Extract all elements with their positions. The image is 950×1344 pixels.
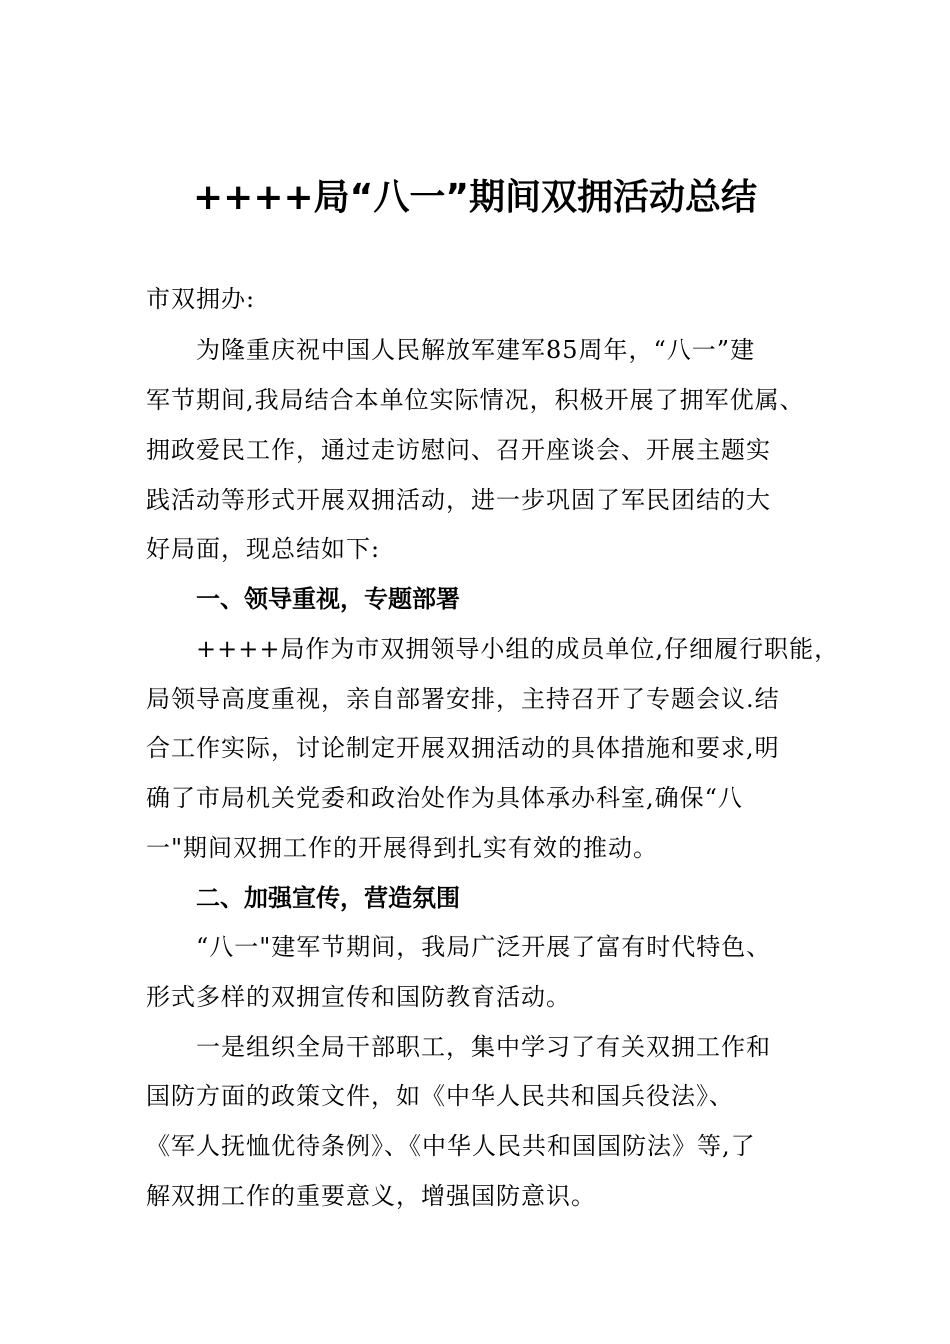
paragraph-line: 确了市局机关党委和政治处作为具体承办科室,确保“八: [146, 784, 743, 812]
paragraph-line: 局领导高度重视，亲自部署安排，主持召开了专题会议.结: [146, 685, 780, 713]
paragraph-line: 为隆重庆祝中国人民解放军建军85周年，“八一”建: [196, 336, 756, 364]
paragraph-line: “八一"建军节期间，我局广泛开展了富有时代特色、: [196, 933, 772, 961]
salutation: 市双拥办:: [146, 285, 256, 313]
paragraph-line: 军节期间,我局结合本单位实际情况，积极开展了拥军优属、: [146, 386, 805, 414]
paragraph-line: 合工作实际，讨论制定开展双拥活动的具体措施和要求,明: [146, 734, 780, 762]
paragraph-line: 解双拥工作的重要意义，增强国防意识。: [146, 1182, 596, 1210]
paragraph-line: 形式多样的双拥宣传和国防教育活动。: [146, 983, 571, 1011]
document-title: ++++局“八一”期间双拥活动总结: [193, 177, 757, 218]
paragraph-line: 践活动等形式开展双拥活动，进一步巩固了军民团结的大: [146, 486, 771, 514]
paragraph-line: 一是组织全局干部职工，集中学习了有关双拥工作和: [196, 1033, 771, 1061]
paragraph-line: ++++局作为市双拥领导小组的成员单位,仔细履行职能，: [196, 635, 840, 663]
paragraph-line: 国防方面的政策文件，如《中华人民共和国兵役法》、: [146, 1082, 734, 1110]
paragraph-line: 一"期间双拥工作的开展得到扎实有效的推动。: [146, 834, 659, 862]
section-heading-2: 二、加强宣传，营造氛围: [196, 884, 460, 912]
paragraph-line: 好局面，现总结如下:: [146, 535, 381, 563]
section-heading-1: 一、领导重视，专题部署: [196, 585, 460, 613]
paragraph-line: 《军人抚恤优待条例》、《中华人民共和国国防法》等,了: [146, 1132, 756, 1160]
paragraph-line: 拥政爱民工作，通过走访慰问、召开座谈会、开展主题实: [146, 436, 771, 464]
